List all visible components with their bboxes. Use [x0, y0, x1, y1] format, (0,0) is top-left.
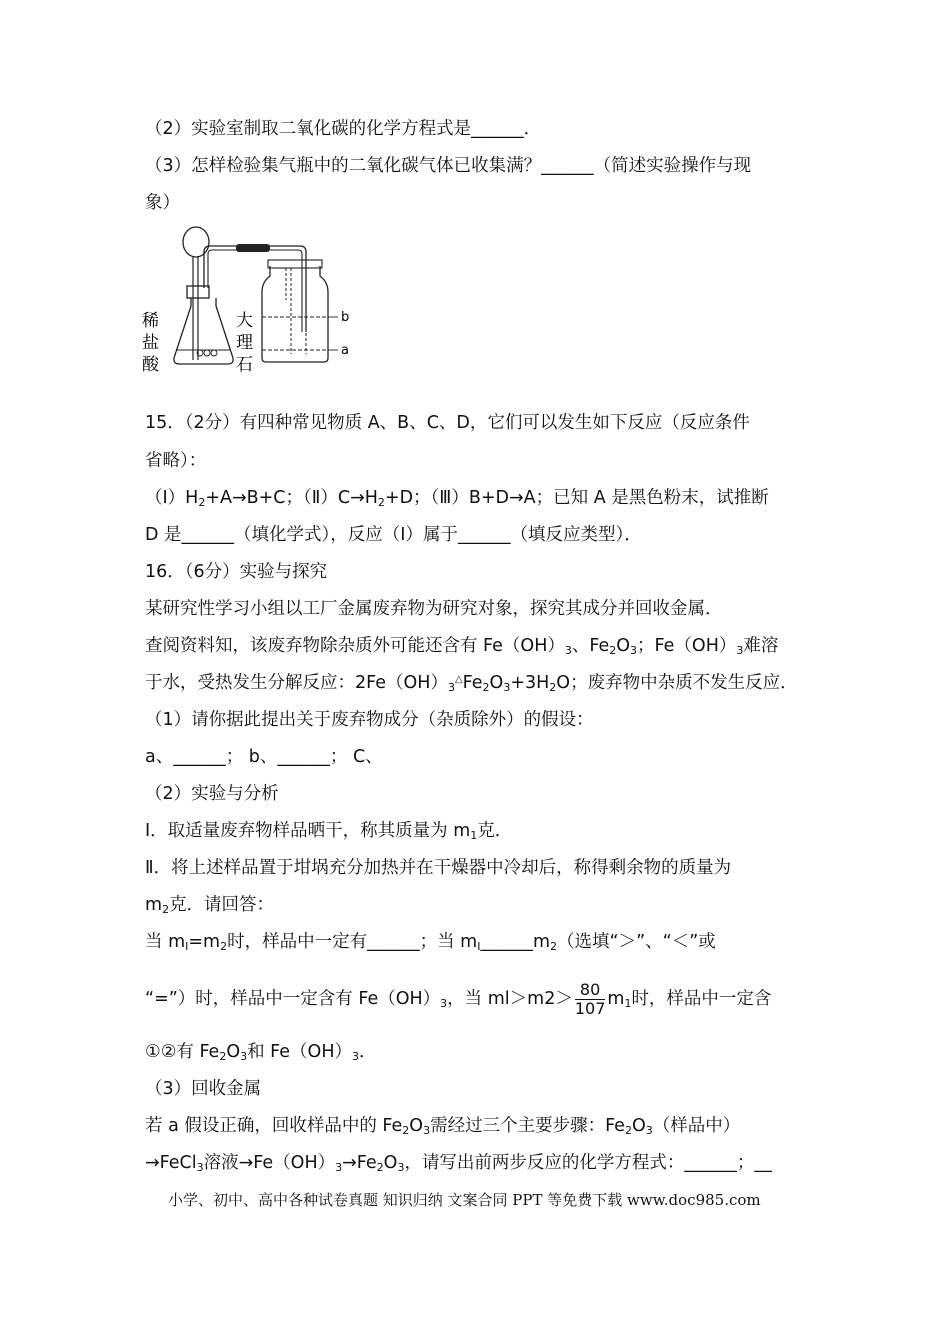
q14-part2: （2）实验室制取二氧化碳的化学方程式是______． — [145, 119, 542, 139]
label-mid-3: 石 — [236, 355, 253, 375]
label-left-3: 酸 — [142, 355, 159, 375]
q16-line12: ①②有 $Fe_2O_3$和 $Fe(OH)_3$． — [145, 1042, 377, 1063]
co2-apparatus-figure — [140, 222, 360, 382]
gas-collecting-bottle — [262, 266, 328, 362]
q16-line9: $m_2$克．请回答： — [145, 895, 275, 916]
q15-line3: $(I)H_2+A\to B+C$；$(Ⅱ)C\to H_2+D$；（Ⅲ）B+D→A；已知 A 是黑色粉末，试推断 — [145, 488, 769, 509]
fraction-80-107: $\frac{80}{107}$ — [574, 979, 606, 1018]
page-footer: 小学、初中、高中各种试卷真题 知识归纳 文案合同 PPT 等免费下载 www.doc985.com — [168, 1191, 761, 1209]
marble-piece — [204, 350, 210, 356]
q16-title: 16．（6分）实验与探究 — [145, 562, 328, 582]
q15-line2: 省略）： — [145, 451, 207, 471]
label-a: a — [341, 343, 349, 358]
delivery-tube-inner — [208, 250, 302, 332]
q16-line10: 当 $m_I=m_2$时，样品中一定有______；当 $m_I\_\_\_\_\_\_m_2$（选填“＞”、“＜”或 — [145, 932, 716, 953]
q15-line4: D 是______（填化学式），反应（I）属于______（填反应类型）． — [145, 525, 642, 545]
q15-line1: 15．（2分）有四种常见物质 A、B、C、D，它们可以发生如下反应（反应条件 — [145, 413, 750, 433]
q16-line1: 某研究性学习小组以工厂金属废弃物为研究对象，探究其成分并回收金属． — [145, 599, 723, 619]
q16-line8: Ⅱ．将上述样品置于坩埚充分加热并在干燥器中冷却后，称得剩余物的质量为 — [145, 858, 732, 878]
q16-line7: Ⅰ．取适量废弃物样品晒干，称其质量为 $m_1$克． — [145, 821, 513, 842]
funnel-bulb — [183, 227, 209, 257]
q14-part3-line2: 象） — [145, 193, 180, 213]
label-mid-1: 大 — [236, 311, 253, 331]
label-mid-2: 理 — [236, 333, 253, 353]
q16-line13: （3）回收金属 — [145, 1079, 262, 1099]
q16-line2: 查阅资料知，该废弃物除杂质外可能还含有 $Fe(OH)_3$、$Fe_2O_3$；$Fe(OH)_3$难溶 — [145, 636, 779, 657]
q16-line4: （1）请你据此提出关于废弃物成分（杂质除外）的假设： — [145, 710, 594, 730]
rubber-connector — [236, 244, 270, 252]
label-left-1: 稀 — [142, 311, 159, 331]
marble-piece — [211, 350, 217, 356]
q16-line11: “=”）时，样品中一定含有 $Fe(OH)_3$，当 ml＞m2＞ $\frac{80}{107}$ $m_1$时，样品中一定含 — [145, 979, 772, 1018]
q16-line14: 若 a 假设正确，回收样品中的 $Fe_2O_3$需经过三个主要步骤：$Fe_2O_3$（样品中） — [145, 1116, 741, 1137]
q14-part3-line1: （3）怎样检验集气瓶中的二氧化碳气体已收集满？______（简述实验操作与现 — [145, 156, 752, 176]
q16-line5: a、______； b、______； C、 — [145, 747, 383, 767]
q16-line15: →FeCl$_3$溶液$\to Fe(OH)_3\to Fe_2O_3$，请写出前两步反应的化学方程式：______；__ — [145, 1153, 772, 1174]
bottle-stopper — [268, 260, 322, 268]
q16-line3: 于水，受热发生分解反应：$2Fe(OH)_3^\triangle Fe_2O_3+3H_2O$；废弃物中杂质不发生反应． — [145, 673, 798, 694]
label-b: b — [341, 310, 350, 325]
q16-line6: （2）实验与分析 — [145, 784, 279, 804]
conical-flask — [174, 298, 233, 364]
label-left-2: 盐 — [142, 333, 159, 353]
